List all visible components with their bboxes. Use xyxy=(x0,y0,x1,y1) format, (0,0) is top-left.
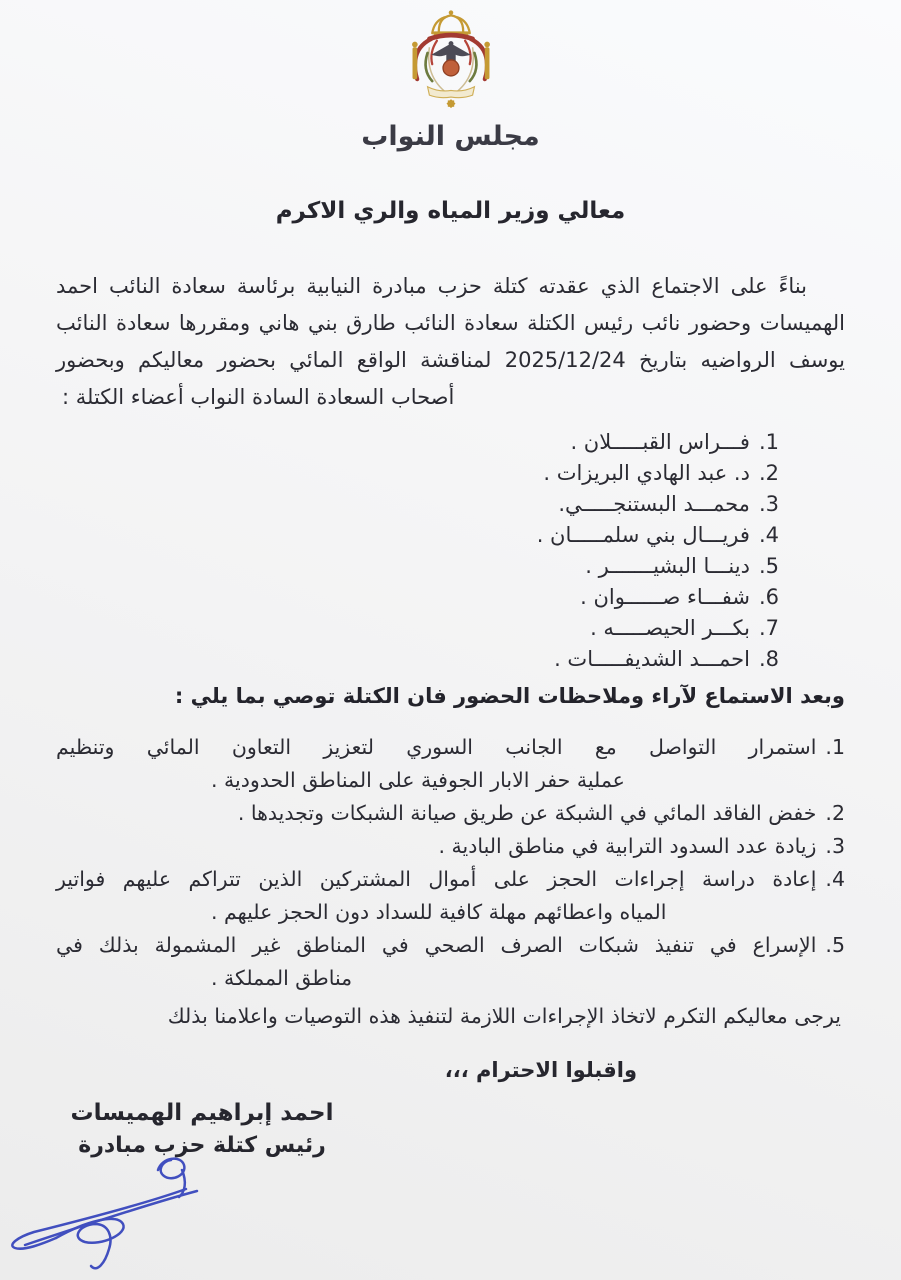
item-number: 3. xyxy=(758,492,779,516)
org-name-calligraphy: مجلس النواب xyxy=(361,121,540,152)
item-number: 1. xyxy=(825,735,845,759)
member-item xyxy=(120,520,779,551)
text-line: احمـــد الشديفـــــات . xyxy=(554,647,750,671)
ribbon-banner xyxy=(428,87,475,98)
salutation: واقبلوا الاحترام ،،، xyxy=(444,1058,637,1082)
text-line: الهميسات وحضور نائب رئيس الكتلة سعادة النائب طارق بني هاني ومقررها سعادة النائب xyxy=(56,311,845,335)
item-number: 4. xyxy=(825,867,845,891)
item-text xyxy=(56,830,816,863)
item-number: 2. xyxy=(825,801,845,825)
crown xyxy=(432,10,470,35)
handwritten-signature xyxy=(0,1148,215,1280)
item-text xyxy=(56,929,816,995)
recommendation-item xyxy=(56,863,845,929)
recommendation-item xyxy=(56,797,845,830)
member-item xyxy=(120,613,779,644)
item-text xyxy=(56,731,816,797)
item-text xyxy=(56,797,816,830)
member-item xyxy=(120,427,779,458)
text-line: محمـــد البستنجـــــي. xyxy=(558,492,750,516)
jordan-coat-of-arms-emblem xyxy=(388,6,514,128)
star xyxy=(446,99,455,108)
globe xyxy=(443,60,459,76)
item-number: 8. xyxy=(758,647,779,671)
text-line: يوسف الرواضيه بتاريخ 2025/12/24 لمناقشة الواقع المائي بحضور معاليكم وبحضور xyxy=(56,348,845,372)
recommendation-item xyxy=(56,830,845,863)
text-line: أصحاب السعادة السادة النواب أعضاء الكتلة : xyxy=(62,385,455,409)
item-number: 6. xyxy=(758,585,779,609)
text-line: شفـــاء صــــــوان . xyxy=(580,585,750,609)
text-line: المياه واعطائهم مهلة كافية للسداد دون الحجز عليهم . xyxy=(211,900,667,924)
member-item xyxy=(120,458,779,489)
item-text xyxy=(120,520,750,551)
item-number: 2. xyxy=(758,461,779,485)
member-item xyxy=(120,551,779,582)
intro-paragraph xyxy=(56,268,845,416)
text-line: زيادة عدد السدود الترابية في مناطق البادية . xyxy=(438,834,817,858)
item-number: 1. xyxy=(758,430,779,454)
text-line: الإسراع في تنفيذ شبكات الصرف الصحي في المناطق غير المشمولة بذلك في xyxy=(56,933,817,957)
item-text xyxy=(56,863,816,929)
signatory-name: احمد إبراهيم الهميسات xyxy=(70,1100,334,1126)
text-line: فريـــال بني سلمـــــان . xyxy=(536,523,750,547)
text-line: خفض الفاقد المائي في الشبكة عن طريق صيانة الشبكات وتجديدها . xyxy=(237,801,817,825)
members-list xyxy=(120,427,779,675)
item-text xyxy=(120,644,750,675)
member-item xyxy=(120,644,779,675)
text-line: د. عبد الهادي البريزات . xyxy=(543,461,750,485)
item-number: 4. xyxy=(758,523,779,547)
item-text xyxy=(120,458,750,489)
recommendation-item xyxy=(56,731,845,797)
item-text xyxy=(120,551,750,582)
item-text xyxy=(120,489,750,520)
closing-request: يرجى معاليكم التكرم لاتخاذ الإجراءات اللازمة لتنفيذ هذه التوصيات واعلامنا بذلك xyxy=(167,1004,841,1028)
item-text xyxy=(120,427,750,458)
member-item xyxy=(120,582,779,613)
signatory-title: رئيس كتلة حزب مبادرة xyxy=(78,1133,326,1158)
recommendations-list xyxy=(56,731,845,995)
member-item xyxy=(120,489,779,520)
item-text xyxy=(120,613,750,644)
text-line: استمرار التواصل مع الجانب السوري لتعزيز التعاون المائي وتنظيم xyxy=(56,735,817,759)
recommendations-heading: وبعد الاستماع لآراء وملاحظات الحضور فان الكتلة توصي بما يلي : xyxy=(174,684,845,708)
recommendation-item xyxy=(56,929,845,995)
text-line: فـــراس القبـــــلان . xyxy=(570,430,750,454)
recipient-title: معالي وزير المياه والري الاكرم xyxy=(275,198,626,224)
item-number: 5. xyxy=(825,933,845,957)
text-line: عملية حفر الابار الجوفية على المناطق الحدودية . xyxy=(211,768,625,792)
text-line: بكـــر الحيصـــــه . xyxy=(590,616,750,640)
item-text xyxy=(120,582,750,613)
text-line: دينـــا البشيـــــــر . xyxy=(585,554,750,578)
text-line: بناءً على الاجتماع الذي عقدته كتلة حزب مبادرة النيابية برئاسة سعادة النائب احمد xyxy=(56,274,807,298)
item-number: 3. xyxy=(825,834,845,858)
text-line: إعادة دراسة إجراءات الحجز على أموال المشتركين الذين تتراكم عليهم فواتير xyxy=(56,867,817,891)
item-number: 5. xyxy=(758,554,779,578)
item-number: 7. xyxy=(758,616,779,640)
text-line: مناطق المملكة . xyxy=(211,966,353,990)
